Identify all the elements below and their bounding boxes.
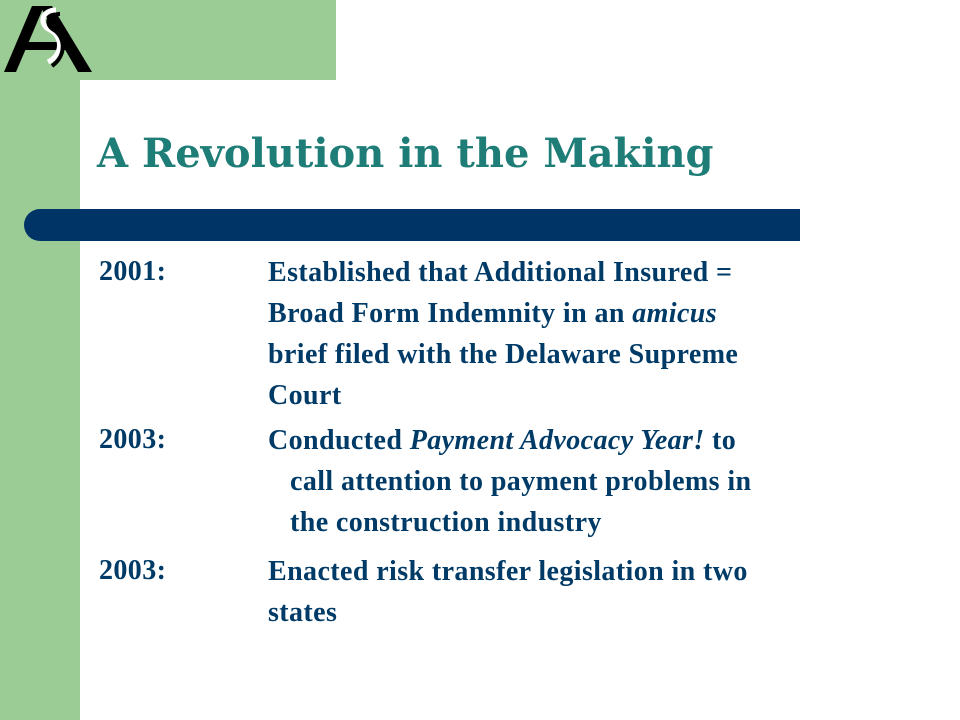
entry-text: to (704, 425, 737, 456)
entry-line: the construction industry (290, 507, 602, 538)
green-side-band (0, 0, 80, 720)
entry-line: brief filed with the Delaware Supreme (268, 339, 739, 370)
slide-title: A Revolution in the Making (97, 130, 714, 177)
entry-emphasis: amicus (632, 298, 718, 329)
entry-line: Established that Additional Insured = (268, 257, 733, 288)
entry-description (268, 551, 918, 633)
entry-line (268, 420, 918, 461)
entry-line: Enacted risk transfer legislation in two (268, 556, 748, 587)
entry-year: 2003: (99, 555, 167, 586)
title-rule (24, 209, 800, 241)
entry-line (268, 293, 918, 334)
entry-year: 2003: (99, 424, 167, 455)
entry-text: Conducted (268, 425, 410, 456)
entry-line: Court (268, 380, 342, 411)
entry-emphasis: Payment Advocacy Year! (409, 425, 705, 456)
organization-logo-icon (2, 2, 94, 74)
entry-line: call attention to payment problems in (290, 466, 752, 497)
entry-line: states (268, 597, 338, 628)
entry-year: 2001: (99, 256, 167, 287)
entry-description (268, 252, 918, 416)
entry-text: Broad Form Indemnity in an (268, 298, 633, 329)
entry-description (268, 420, 918, 543)
